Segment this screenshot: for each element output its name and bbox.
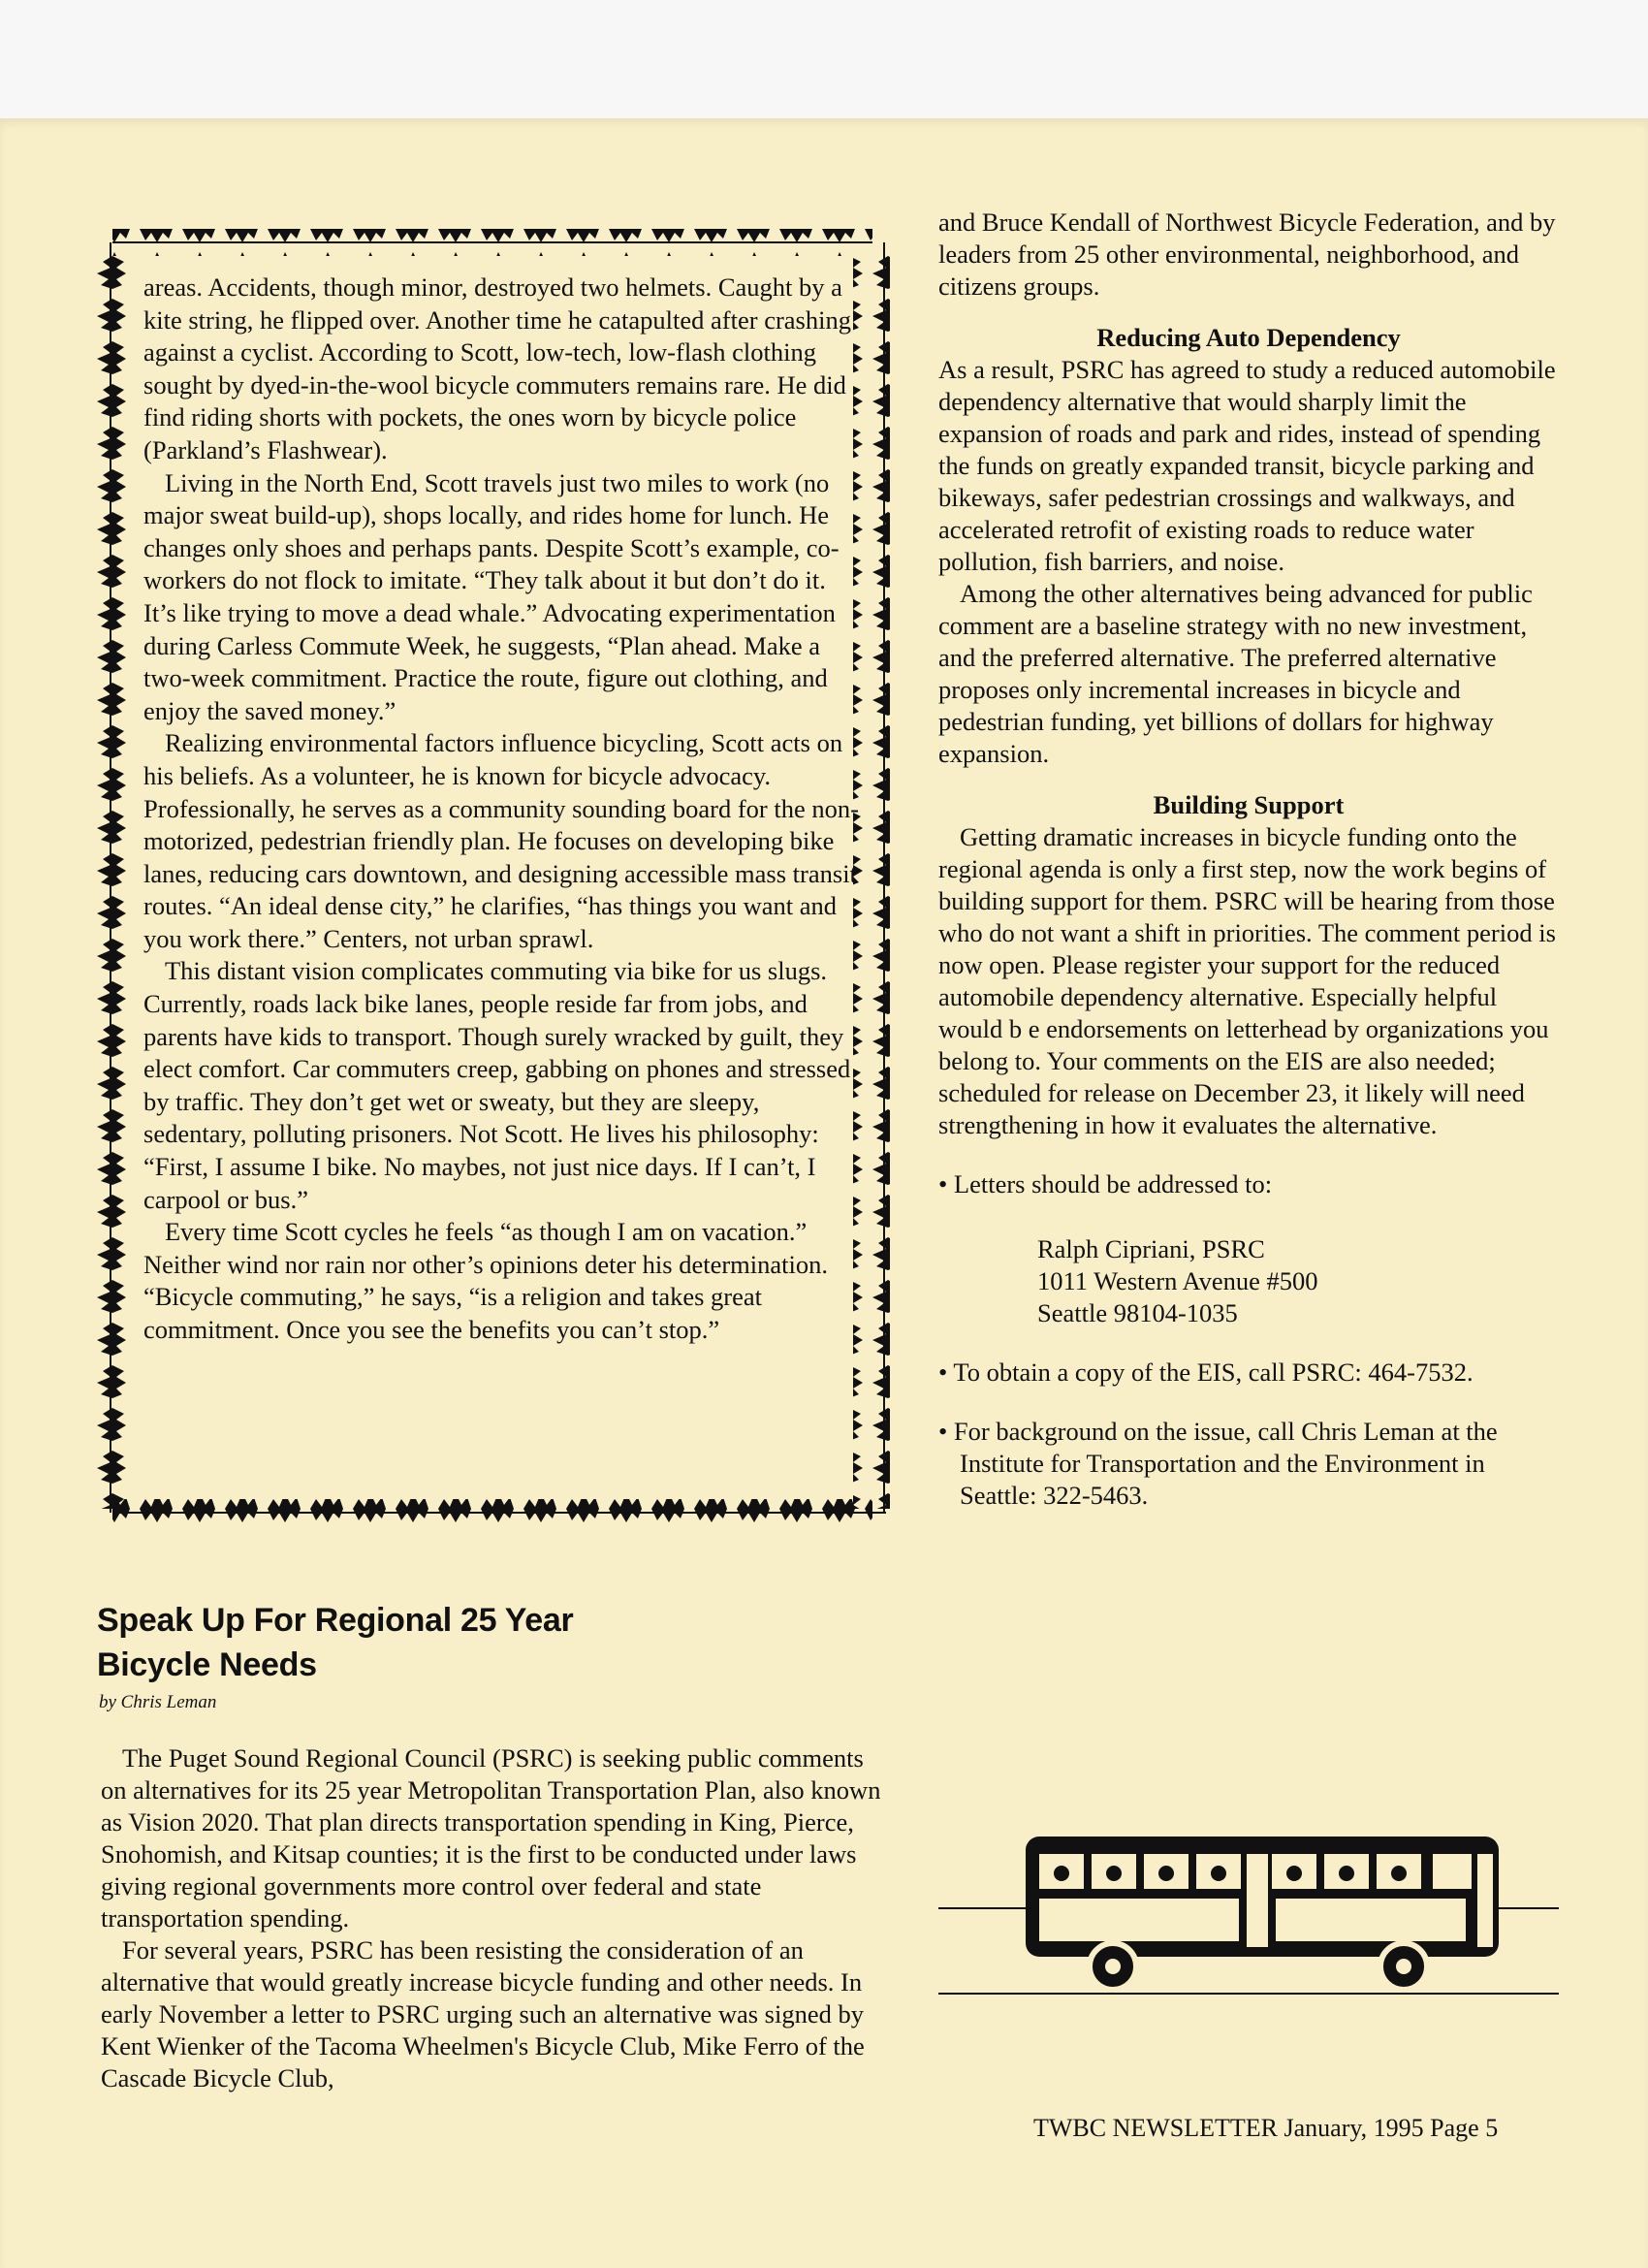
article-paragraph: Getting dramatic increases in bicycle funding onto the regional agenda is only a first step, now the work begins of building support for them. PSRC will be hearing from those who do not want a shift in priorities. The comment period is now open. Please register your support for the reduced automobile dependency alternative. Especially helpful would b e endorsements on letterhead by organizations you belong to. Your comments on the EIS are also needed; scheduled for release on December 23, it likely will need strengthening in how it evaluates the alternative. [938, 822, 1556, 1139]
article-headline: Speak Up For Regional 25 Year Bicycle Needs [97, 1602, 574, 1683]
article-byline: by Chris Leman [99, 1692, 217, 1712]
scan-background [0, 0, 1648, 118]
profile-paragraph: areas. Accidents, though minor, destroyed two helmets. Caught by a kite string, he flipped over. Another time he catapulted after crashing against a cyclist. According to Scott, low-tech, low-flash clothing sought by dyed-in-the-wool bicycle commuters remains rare. He did find riding shorts with pockets, the ones worn by bicycle police (Parkland’s Flashwear). [143, 272, 851, 464]
bullet-background: • For background on the issue, call Chris Leman at the Institute for Transportation and the Environment in Seattle: 322-5463. [938, 1417, 1498, 1510]
article-left-column [101, 1742, 888, 2094]
address-line: 1011 Western Avenue #500 [1037, 1266, 1318, 1295]
bus-illustration [938, 1831, 1559, 2010]
mailing-address [1037, 1233, 1559, 1329]
bullet-letters: • Letters should be addressed to: [938, 1169, 1273, 1198]
address-line: Ralph Cipriani, PSRC [1037, 1234, 1265, 1263]
bullet-eis: • To obtain a copy of the EIS, call PSRC: 464-7532. [938, 1358, 1474, 1387]
profile-paragraph: This distant vision complicates commuting via bike for us slugs. Currently, roads lack bike lanes, people reside far from jobs, and parents have kids to transport. Though surely wracked by guilt, they elect comfort. Car commuters creep, gabbing on phones and stressed by traffic. They don’t get wet or sweaty, but they are sleepy, sedentary, polluting prisoners. Not Scott. He lives his philosophy: “First, I assume I bike. No maybes, not just nice days. If I can’t, I carpool or bus.” [143, 956, 851, 1214]
profile-text [143, 272, 863, 1347]
article-paragraph: As a result, PSRC has agreed to study a reduced automobile dependency alternative that would sharply limit the expansion of roads and park and rides, instead of spending the funds on greatly expanded transit, bicycle parking and bikeways, safer pedestrian crossings and walkways, and accelerated retrofit of existing roads to reduce water pollution, fish barriers, and noise. [938, 355, 1556, 576]
page-footer: TWBC NEWSLETTER January, 1995 Page 5 [1033, 2114, 1499, 2142]
subhead-building-support: Building Support [1153, 790, 1345, 819]
article-continuation: and Bruce Kendall of Northwest Bicycle Federation, and by leaders from 25 other environmental, neighborhood, and citizens groups. [938, 208, 1556, 301]
address-line: Seattle 98104-1035 [1037, 1298, 1238, 1327]
bus-icon [938, 1831, 1559, 2005]
profile-box [93, 209, 890, 1548]
article-paragraph: The Puget Sound Regional Council (PSRC) is seeking public comments on alternatives for its 25 year Metropolitan Transportation Plan, also known as Vision 2020. That plan directs transportation spending in King, Pierce, Snohomish, and Kitsap counties; it is the first to be conducted under laws giving regional governments more control over federal and state transportation spending. [101, 1743, 881, 1933]
article-right-column [938, 207, 1559, 1512]
profile-paragraph: Living in the North End, Scott travels just two miles to work (no major sweat build-up), shops locally, and rides home for lunch. He changes only shoes and perhaps pants. Despite Scott’s example, co-workers do not flock to imitate. “They talk about it but don’t do it. It’s like trying to move a dead whale.” Advocating experimentation during Carless Commute Week, he suggests, “Plan ahead. Make a two-week commitment. Practice the route, figure out clothing, and enjoy the saved money.” [143, 467, 840, 725]
profile-paragraph: Every time Scott cycles he feels “as though I am on vacation.” Neither wind nor rain nor other’s opinions deter his determination. “Bicycle commuting,” he says, “is a religion and takes great commitment. Once you see the benefits you can’t stop.” [143, 1217, 829, 1344]
profile-paragraph: Realizing environmental factors influence bicycling, Scott acts on his beliefs. As a volunteer, he is known for bicycle advocacy. Professionally, he serves as a community sounding board for the non-motorized, pedestrian friendly plan. He focuses on developing bike lanes, reducing cars downtown, and designing accessible mass transit routes. “An ideal dense city,” he clarifies, “has things you want and you work there.” Centers, not urban sprawl. [143, 728, 859, 953]
subhead-reducing-auto-dependency: Reducing Auto Dependency [1096, 323, 1401, 352]
article-paragraph: Among the other alternatives being advanced for public comment are a baseline strategy with no new investment, and the preferred alternative. The preferred alternative proposes only incremental increases in bicycle and pedestrian funding, yet billions of dollars for highway expansion. [938, 579, 1533, 768]
article-paragraph: For several years, PSRC has been resisting the consideration of an alternative that would greatly increase bicycle funding and other needs. In early November a letter to PSRC urging such an alternative was signed by Kent Wienker of the Tacoma Wheelmen's Bicycle Club, Mike Ferro of the Cascade Bicycle Club, [101, 1935, 865, 2092]
